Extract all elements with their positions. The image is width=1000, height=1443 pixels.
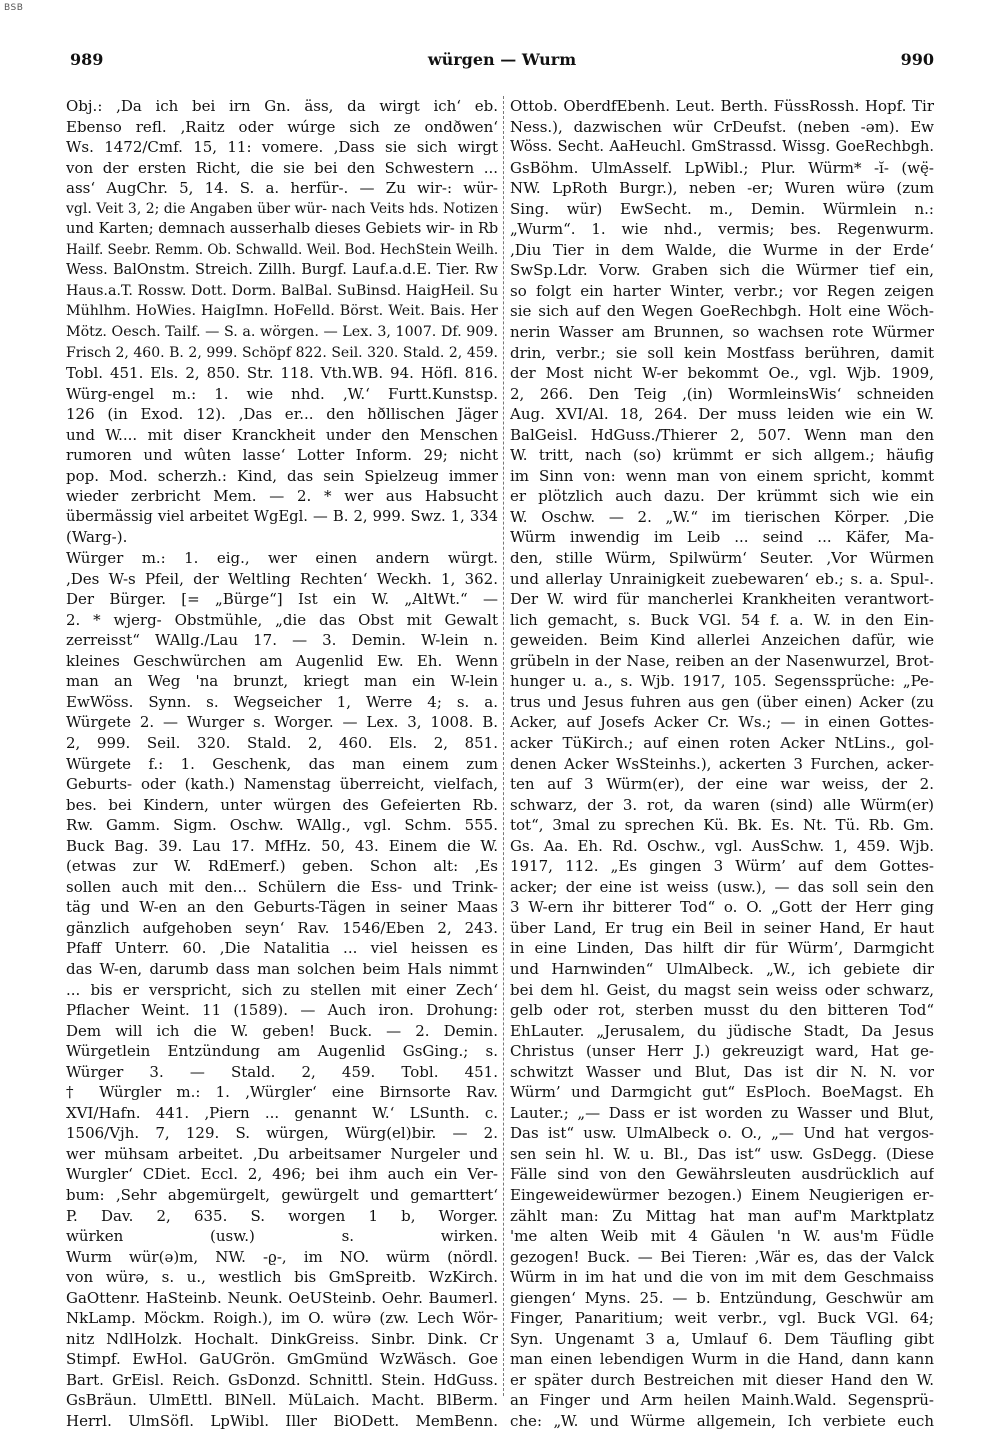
- text-line: GsBräun. UlmEttl. BlNell. MüLaich. Macht. BlBerm.: [66, 1391, 498, 1410]
- text-line: wieder zerbricht Mem. — 2. * wer aus Habsucht: [66, 487, 498, 506]
- text-line: ‚Des W-s Pfeil, der Weltling Rechten‘ Weckh. 1, 362.: [66, 569, 498, 588]
- text-line: sie sich auf den Wegen GoeRechbgh. Holt eine Wöch-: [510, 302, 934, 321]
- text-line: Der Bürger. [= „Bürge“] Ist ein W. „AltWt.“ —: [66, 590, 498, 609]
- text-line: lich gemacht, s. Buck VGl. 54 f. a. W. in den Ein-: [510, 610, 934, 629]
- text-line: rumoren und wûten lasse‘ Lotter Inform. 29; nicht: [66, 446, 498, 465]
- text-line: Syn. Ungenamt 3 a, Umlauf 6. Dem Täufling gibt: [510, 1329, 934, 1348]
- text-line: SwSp.Ldr. Vorw. Graben sich die Würmer tief ein,: [510, 261, 934, 280]
- text-line: den, stille Würm, Spilwürm‘ Seuter. ‚Vor Würmen: [510, 549, 934, 568]
- text-line: 2. * wjerg- Obstmühle, „die das Obst mit Gewalt: [66, 610, 498, 629]
- text-line: Würm in im hat und die von im mit dem Geschmaiss: [510, 1268, 934, 1287]
- text-line: giengen‘ Myns. 25. — b. Entzündung, Geschwür am: [510, 1288, 934, 1307]
- text-line: er später durch Bestreichen mit dieser Hand den W.: [510, 1370, 934, 1389]
- text-line: so folgt ein harter Winter, verbr.; vor Regen zeigen: [510, 281, 934, 300]
- text-line: und allerlay Unrainigkeit zuebewaren‘ eb.; s. a. Spul-.: [510, 569, 934, 588]
- text-line: Wurgler‘ CDiet. Eccl. 2, 496; bei ihm auch ein Ver-: [66, 1165, 498, 1184]
- text-line: kleines Geschwürchen am Augenlid Ew. Eh. Wenn: [66, 651, 498, 670]
- text-line: Mühlhm. HoWies. HaigImn. HoFelld. Börst. Weit. Bais. Her: [66, 303, 498, 320]
- text-line: Aug. XVI/Al. 18, 264. Der muss leiden wie ein W.: [510, 405, 934, 424]
- text-line: vgl. Veit 3, 2; die Angaben über wür- nach Veits hds. Notizen: [66, 200, 498, 217]
- text-line: man an Weg 'na brunzt, kriegt man ein W-lein: [66, 672, 498, 691]
- text-line: che: „W. und Würme allgemein, Ich verbiete euch: [510, 1412, 934, 1430]
- text-line: ‚Diu Tier in dem Walde, die Wurme in der Erde‘: [510, 240, 934, 259]
- text-line: von der ersten Richt, die sie bei den Schwestern ...: [66, 158, 498, 177]
- text-line: Wess. BalOnstm. Streich. Zillh. Burgf. Lauf.a.d.E. Tier. Rw: [66, 262, 498, 279]
- text-line: Würm inwendig im Leib ... seind ... Käfer, Ma-: [510, 528, 934, 547]
- text-line: Ness.), dazwischen wür CrDeufst. (neben -əm). Ew: [510, 117, 934, 136]
- text-line: und Karten; demnach ausserhalb dieses Gebiets wir- in Rb: [66, 221, 498, 238]
- text-line: EhLauter. „Jerusalem, du jüdische Stadt, Da Jesus: [510, 1021, 934, 1040]
- text-line: Würgetlein Entzündung am Augenlid GsGing.; s.: [66, 1042, 498, 1061]
- text-line: nitz NdlHolzk. Hochalt. DinkGreiss. Sinbr. Dink. Cr: [66, 1329, 498, 1348]
- page-header: [70, 50, 934, 76]
- text-line: Herrl. UlmSöfl. LpWibl. Iller BiODett. MemBenn.: [66, 1412, 498, 1430]
- text-line: bes. bei Kindern, unter würgen des Gefeierten Rb.: [66, 795, 498, 814]
- text-line: Pflacher Weint. 11 (1589). — Auch iron. Drohung:: [66, 1001, 498, 1020]
- text-line: denen Acker WsSteinhs.), ackerten 3 Furchen, acker-: [510, 754, 934, 773]
- text-line: Das ist“ usw. UlmAlbeck o. O., „— Und hat vergos-: [510, 1124, 934, 1143]
- text-line: W. Oschw. — 2. „W.“ im tierischen Körper. ‚Die: [510, 507, 934, 526]
- text-line: W. tritt, nach (so) krümmt er sich allgem.; häufig: [510, 446, 934, 465]
- text-line: bum: ‚Sehr abgemürgelt, gewürgelt und gemarttert‘: [66, 1185, 498, 1204]
- text-line: Der W. wird für mancherlei Krankheiten verantwort-: [510, 590, 934, 609]
- text-line: 2, 999. Seil. 320. Stald. 2, 460. Els. 2, 851.: [66, 733, 498, 752]
- text-line: Frisch 2, 460. B. 2, 999. Schöpf 822. Seil. 320. Stald. 2, 459.: [66, 344, 498, 361]
- text-line: und Harnwinden“ UlmAlbeck. „W., ich gebiete dir: [510, 959, 934, 978]
- text-line: über Land, Er trug ein Beil in seiner Hand, Er haut: [510, 918, 934, 937]
- text-line: man einen lebendigen Wurm in die Hand, dann kann: [510, 1350, 934, 1369]
- text-line: täg und W-en an den Geburts-Tägen in seiner Maas: [66, 898, 498, 917]
- text-line: BalGeisl. HdGuss./Thierer 2, 507. Wenn man den: [510, 425, 934, 444]
- text-line: ten auf 3 Würm(er), der eine war weiss, der 2.: [510, 775, 934, 794]
- text-line: hunger u. a., s. Wjb. 1917, 105. Segenssprüche: „Pe-: [510, 672, 934, 691]
- text-line: Würgete f.: 1. Geschenk, das man einem zum: [66, 754, 498, 773]
- text-line: von würə, s. u., westlich bis GmSpreitb. WzKirch.: [66, 1268, 498, 1287]
- text-line: Ebenso refl. ‚Raitz oder wúrge sich ze ondðwen‘: [66, 117, 498, 136]
- text-line: grübeln in der Nase, reiben an der Nasenwurzel, Brot-: [510, 651, 934, 670]
- text-line: Würg-engel m.: 1. wie nhd. ‚W.‘ Furtt.Kunstsp.: [66, 384, 498, 403]
- text-line: Obj.: ‚Da ich bei irn Gn. äss, da wirgt ich‘ eb.: [66, 97, 498, 115]
- text-line: zerreisst“ WAllg./Lau 17. — 3. Demin. W-lein n.: [66, 631, 498, 650]
- text-line: gezogen! Buck. — Bei Tieren: ‚Wär es, das der Valck: [510, 1247, 934, 1266]
- text-line: tot“, 3mal zu sprechen Kü. Bk. Es. Nt. Tü. Rb. Gm.: [510, 816, 934, 835]
- text-line: an Finger und Arm heilen Mainh.Wald. Segensprü-: [510, 1391, 934, 1410]
- text-line: drin, verbr.; sie soll kein Mostfass berühren, damit: [510, 343, 934, 362]
- text-line: Christus (unser Herr J.) gekreuzigt ward, Hat ge-: [510, 1042, 934, 1061]
- text-line: † Würgler m.: 1. ‚Würgler‘ eine Birnsorte Rav.: [66, 1083, 498, 1102]
- text-line: geweiden. Beim Kind allerlei Anzeichen dafür, wie: [510, 631, 934, 650]
- text-line: Eingeweidewürmer bezogen.) Einem Neugierigen er-: [510, 1185, 934, 1204]
- text-line: 2, 266. Den Teig ‚(in) WormleinsWis‘ schneiden: [510, 384, 934, 403]
- text-line: Geburts- oder (kath.) Namenstag überreicht, vielfach,: [66, 775, 498, 794]
- text-line: er plötzlich auch dazu. Der krümmt sich wie ein: [510, 487, 934, 506]
- text-line: das W-en, darumb dass man solchen beim Hals nimmt: [66, 959, 498, 978]
- text-line: Wurm wür(ə)m, NW. -ϱ-, im NO. würm (nördl.: [66, 1247, 498, 1266]
- text-line: sollen auch mit den... Schülern die Ess- und Trink-: [66, 877, 498, 896]
- text-line: „Wurm“. 1. wie nhd., vermis; bes. Regenwurm.: [510, 220, 934, 239]
- text-line: schwitzt Wasser und Blut, Das ist dir N. N. vor: [510, 1062, 934, 1081]
- text-line: 1506/Vjh. 7, 129. S. würgen, Würg(el)bir. — 2.: [66, 1124, 498, 1143]
- page-number-right: 990: [900, 50, 934, 69]
- text-line: Ws. 1472/Cmf. 15, 11: vomere. ‚Dass sie sich wirgt: [66, 138, 498, 157]
- text-line: acker TüKirch.; auf einen roten Acker NtLins., gol-: [510, 733, 934, 752]
- text-line: NW. LpRoth Burgr.), neben -er; Wuren würə (zum: [510, 179, 934, 198]
- text-line: Wöss. Secht. AaHeuchl. GmStrassd. Wissg. GoeRechbgh.: [510, 139, 934, 156]
- text-line: XVI/Hafn. 441. ‚Piern ... genannt W.‘ LSunth. c.: [66, 1103, 498, 1122]
- text-line: acker; der eine ist weiss (usw.), — das soll sein den: [510, 877, 934, 896]
- text-line: Dem will ich die W. geben! Buck. — 2. Demin.: [66, 1021, 498, 1040]
- text-line: Würm’ und Darmgicht gut“ EsPloch. BoeMagst. Eh: [510, 1083, 934, 1102]
- text-line: Bart. GrEisl. Reich. GsDonzd. Schnittl. Stein. HdGuss.: [66, 1370, 498, 1389]
- text-line: Würgete 2. — Wurger s. Worger. — Lex. 3, 1008. B.: [66, 713, 498, 732]
- text-line: der Most nicht W-er bekommt Oe., vgl. Wjb. 1909,: [510, 364, 934, 383]
- text-line: 'me alten Weib mit 4 Gäulen 'n W. aus'm Füdle: [510, 1227, 934, 1246]
- library-stamp: BSB: [4, 3, 24, 13]
- text-line: Sing. wür) EwSecht. m., Demin. Würmlein n.:: [510, 199, 934, 218]
- page-title: würgen — Wurm: [427, 50, 577, 69]
- text-line: bei dem hl. Geist, du magst sein weiss oder schwarz,: [510, 980, 934, 999]
- text-line: EwWöss. Synn. s. Wegseicher 1, Werre 4; s. a.: [66, 692, 498, 711]
- text-line: P. Dav. 2, 635. S. worgen 1 b, Worger.: [66, 1206, 498, 1225]
- text-line: im Sinn von: wenn man von einem spricht, kommt: [510, 466, 934, 485]
- text-line: Ottob. OberdfEbenh. Leut. Berth. FüssRossh. Hopf. Tir: [510, 97, 934, 115]
- text-line: Rw. Gamm. Sigm. Oschw. WAllg., vgl. Schm. 555.: [66, 816, 498, 835]
- text-line: Würger 3. — Stald. 2, 459. Tobl. 451.: [66, 1062, 498, 1081]
- text-line: sen sein hl. W. u. Bl., Das ist“ usw. GsDegg. (Diese: [510, 1144, 934, 1163]
- text-line: wer mühsam arbeitet. ‚Du arbeitsamer Nurgeler und: [66, 1144, 498, 1163]
- column-divider: [503, 96, 504, 1396]
- page-number-left: 989: [70, 50, 104, 69]
- text-line: gelb oder rot, sterben musst du den bitteren Tod“: [510, 1001, 934, 1020]
- text-line: Lauter.; „— Dass er ist worden zu Wasser und Blut,: [510, 1103, 934, 1122]
- text-line: Würger m.: 1. eig., wer einen andern würgt.: [66, 549, 498, 568]
- text-line: übermässig viel arbeitet WgEgl. — B. 2, 999. Swz. 1, 334: [66, 507, 498, 525]
- text-line: GsBöhm. UlmAsself. LpWibl.; Plur. Würm* -ĭ- (wę̈-: [510, 158, 934, 177]
- right-column: [510, 96, 934, 1432]
- text-line: Haus.a.T. Rossw. Dott. Dorm. BalBal. SuBinsd. HaigHeil. Su: [66, 282, 498, 299]
- text-line: Mötz. Oesch. Tailf. — S. a. wörgen. — Lex. 3, 1007. Df. 909.: [66, 324, 498, 341]
- text-line: 126 (in Exod. 12). ‚Das er... den hðllischen Jäger: [66, 405, 498, 424]
- text-line: ... bis er verspricht, sich zu stellen mit einer Zech‘: [66, 980, 498, 999]
- text-line: 3 W-ern ihr bitterer Tod“ o. O. „Gott der Herr ging: [510, 898, 934, 917]
- text-line: Pfaff Unterr. 60. ‚Die Natalitia ... viel heissen es: [66, 939, 498, 958]
- text-line: Stimpf. EwHol. GaUGrön. GmGmünd WzWäsch. Goe: [66, 1350, 498, 1369]
- text-line: Hailf. Seebr. Remm. Ob. Schwalld. Weil. Bod. HechStein Weilh.: [66, 241, 498, 258]
- text-line: nerin Wasser am Brunnen, so wachsen rote Würmer: [510, 323, 934, 342]
- text-line: (Warg-).: [66, 528, 128, 547]
- text-line: pop. Mod. scherzh.: Kind, das sein Spielzeug immer: [66, 466, 498, 485]
- text-line: in eine Linden, Das hilft dir für Würm’, Darmgicht: [510, 939, 934, 958]
- text-line: Fälle sind von den Gewährsleuten ausdrücklich auf: [510, 1165, 934, 1184]
- text-line: trus und Jesus fuhren aus gen (über einen) Acker (zu: [510, 692, 934, 711]
- text-line: zählt man: Zu Mittag hat man auf'm Marktplatz: [510, 1206, 934, 1225]
- text-line: schwarz, der 3. rot, da waren (sind) alle Würm(er): [510, 795, 934, 814]
- text-line: GaOttenr. HaSteinb. Neunk. OeUSteinb. Oehr. Baumerl.: [66, 1288, 498, 1307]
- text-line: NkLamp. Möckm. Roigh.), im O. würə (zw. Lech Wör-: [66, 1309, 498, 1328]
- text-line: und W.... mit diser Kranckheit under den Menschen: [66, 425, 498, 444]
- text-line: würken (usw.) s. wirken.: [66, 1227, 498, 1246]
- left-column: [66, 96, 498, 1432]
- text-line: Acker, auf Josefs Acker Cr. Ws.; — in einen Gottes-: [510, 713, 934, 732]
- text-line: Gs. Aa. Eh. Rd. Oschw., vgl. AusSchw. 1, 459. Wjb.: [510, 836, 934, 855]
- text-line: Buck Bag. 39. Lau 17. MfHz. 50, 43. Einem die W.: [66, 836, 498, 855]
- text-line: ass‘ AugChr. 5, 14. S. a. herfür-. — Zu wir-: wür-: [66, 179, 498, 198]
- text-line: gänzlich aufgehoben seyn‘ Rav. 1546/Eben 2, 243.: [66, 918, 498, 937]
- text-line: 1917, 112. „Es gingen 3 Würm’ auf dem Gottes-: [510, 857, 934, 876]
- text-line: Tobl. 451. Els. 2, 850. Str. 118. Vth.WB. 94. Höfl. 816.: [66, 364, 498, 383]
- text-line: (etwas zur W. RdEmerf.) geben. Schon alt: ‚Es: [66, 857, 498, 876]
- text-line: Finger, Panaritium; weit verbr., vgl. Buck VGl. 64;: [510, 1309, 934, 1328]
